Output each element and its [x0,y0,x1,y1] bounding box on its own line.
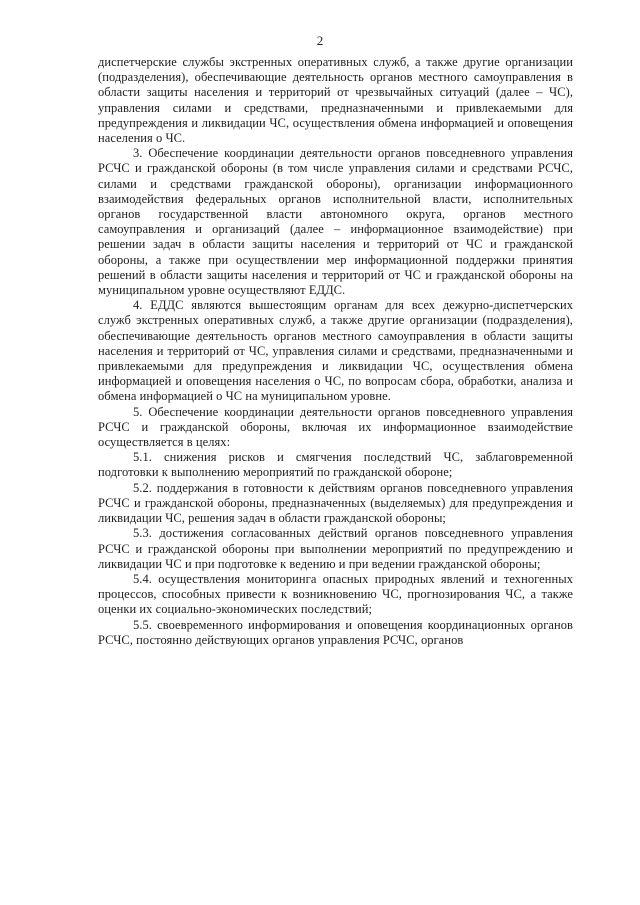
paragraph-item-4: 4. ЕДДС являются вышестоящим органам для всех дежурно-диспетчерских служб экстренных оперативных служб, а также другие организации (подразделения), обеспечивающие деятельность органов местного самоуправления в области защиты населения и территорий от ЧС, управления силами и средствами, предназначенными и привлекаемыми для предупреждения и ликвидации ЧС, осуществления обмена информацией и оповещения населения о ЧС, по вопросам сбора, обработки, анализа и обмена информацией о ЧС на муниципальном уровне. [98,298,573,404]
page-number: 2 [316,33,324,48]
paragraph-item-3: 3. Обеспечение координации деятельности органов повседневного управления РСЧС и гражданской обороны (в том числе управления силами и средствами РСЧС, силами и средствами гражданской обороны), организации информационного взаимодействия федеральных органов исполнительной власти, исполнительных органов государственной власти автономного округа, органов местного самоуправления и организаций (далее – информационное взаимодействие) при решении задач в области защиты населения и территорий от ЧС и гражданской обороны, а также при осуществлении мер информационной поддержки принятия решений в области защиты населения и территорий от ЧС и гражданской обороны на муниципальном уровне осуществляют ЕДДС. [98,146,573,298]
paragraph-item-5-3: 5.3. достижения согласованных действий органов повседневного управления РСЧС и гражданской обороны при выполнении мероприятий по предупреждению и ликвидации ЧС и при подготовке к ведению и при ведении гражданской обороны; [98,526,573,571]
paragraph-item-5-4: 5.4. осуществления мониторинга опасных природных явлений и техногенных процессов, способных привести к возникновению ЧС, прогнозирования ЧС, а также оценки их социально-экономических последствий; [98,571,573,617]
paragraph-item-5-2: 5.2. поддержания в готовности к действиям органов повседневного управления РСЧС и гражданской обороны, предназначенных (выделяемых) для предупреждения и ликвидации ЧС, решения задач в области гражданской обороны; [98,480,573,526]
paragraph-item-5-1: 5.1. снижения рисков и смягчения последствий ЧС, заблаговременной подготовки к выполнению мероприятий по гражданской обороне; [98,450,573,480]
document-body [98,55,573,648]
paragraph-item-5-5: 5.5. своевременного информирования и оповещения координационных органов РСЧС, постоянно действующих органов управления РСЧС, органов [98,617,573,647]
paragraph-item-5: 5. Обеспечение координации деятельности органов повседневного управления РСЧС и гражданской обороны, включая их информационное взаимодействие осуществляется в целях: [98,404,573,450]
paragraph-continuation: диспетчерские службы экстренных оперативных служб, а также другие организации (подразделения), обеспечивающие деятельность органов местного самоуправления в области защиты населения и территорий от чрезвычайных ситуаций (далее – ЧС), управления силами и средствами, предназначенными и привлекаемыми для предупреждения и ликвидации ЧС, осуществления обмена информацией и оповещения населения о ЧС. [98,55,573,146]
